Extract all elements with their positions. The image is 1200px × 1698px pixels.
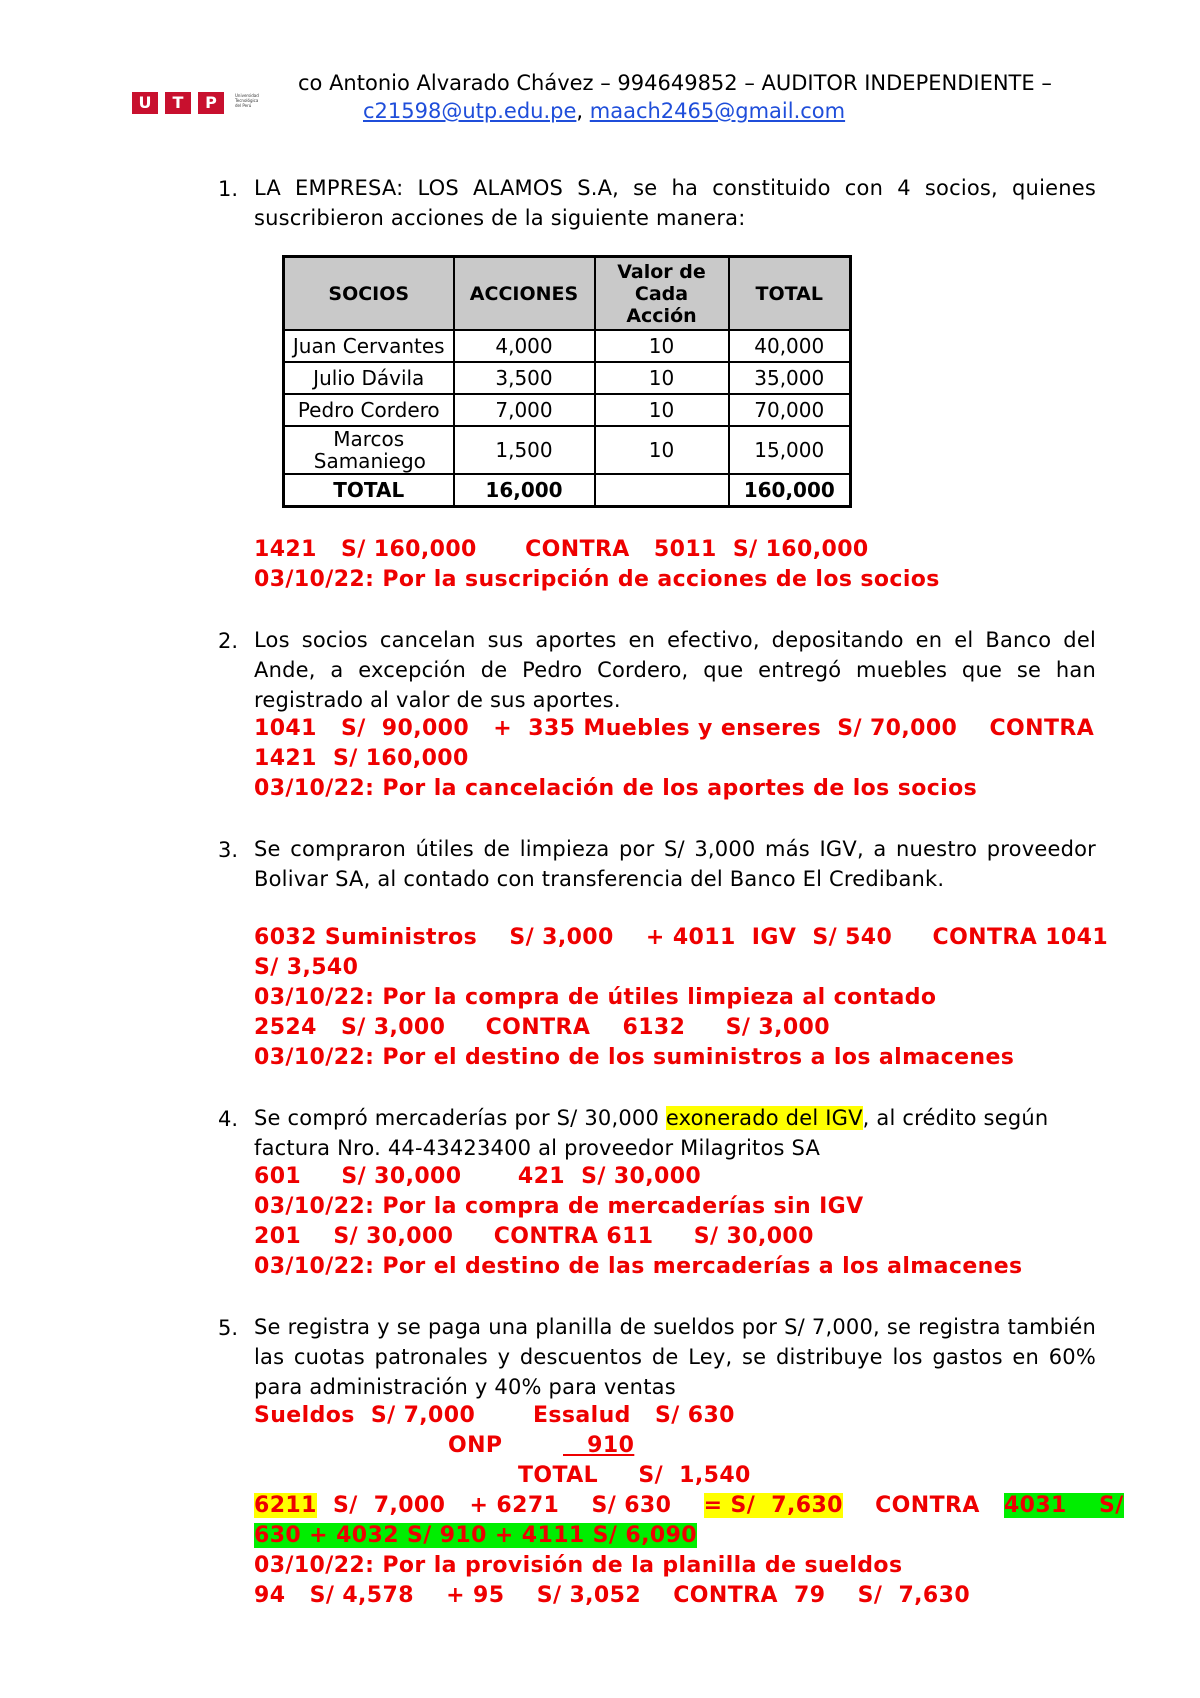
item-5-entry-cont [254, 1523, 697, 1548]
table-total-total: 160,000 [729, 474, 851, 507]
item-5-onp-label: ONP [448, 1433, 503, 1458]
item-2-text: Los socios cancelan sus aportes en efectivo, depositando en el Banco del Ande, a excepción de Pedro Cordero, que entregó muebles que se han registrado al valor de sus aportes. [254, 628, 1096, 712]
item-5-essalud: Essalud S/ 630 [533, 1403, 735, 1428]
item-1-text-line2: suscribieron acciones de la siguiente manera: [254, 206, 746, 230]
item-4-entry-2-gloss: 03/10/22: Por el destino de las mercaderías a los almacenes [254, 1254, 1023, 1279]
item-3-text: Se compraron útiles de limpieza por S/ 3,000 más IGV, a nuestro proveedor Bolivar SA, al contado con transferencia del Banco El Credibank. [254, 837, 1096, 891]
item-1-text [254, 173, 1096, 233]
header-author-line: co Antonio Alvarado Chávez – 994649852 – AUDITOR INDEPENDIENTE – [298, 71, 1052, 95]
item-4-entry-gloss: 03/10/22: Por la compra de mercaderías sin IGV [254, 1194, 864, 1219]
item-5-entry-hl-6211: 6211 [254, 1493, 317, 1518]
email-link-gmail[interactable]: maach2465@gmail.com [589, 99, 846, 123]
table-cell-total: 70,000 [729, 394, 851, 426]
table-cell-socio-text: Marcos Samaniego [313, 427, 426, 473]
table-total-row [284, 474, 851, 507]
item-3-number: 3. [218, 838, 239, 862]
table-header-total: TOTAL [729, 257, 851, 331]
table-header-valor-text: Valor de Cada Acción [617, 260, 706, 327]
item-2-entry: 1041 S/ 90,000 + 335 Muebles y enseres S/ 70,000 CONTRA [254, 716, 1095, 741]
item-5-sueldos: Sueldos S/ 7,000 [254, 1403, 476, 1428]
utp-logo-letter-t: T [165, 92, 191, 114]
table-row [284, 394, 851, 426]
table-cell-total: 15,000 [729, 426, 851, 474]
table-header-valor [595, 257, 729, 331]
item-5-entry [254, 1493, 1124, 1518]
table-cell-total: 40,000 [729, 330, 851, 362]
item-2-entry-gloss: 03/10/22: Por la cancelación de los aportes de los socios [254, 776, 978, 801]
email-separator: , [576, 99, 590, 123]
table-header-row [284, 257, 851, 331]
item-3-entry-2-gloss: 03/10/22: Por el destino de los suministros a los almacenes [254, 1045, 1015, 1070]
item-5-entry-gloss: 03/10/22: Por la provisión de la planilla de sueldos [254, 1553, 903, 1578]
table-row [284, 362, 851, 394]
item-5-entry-mid1: S/ 7,000 + 6271 S/ 630 [316, 1493, 704, 1518]
email-link-utp[interactable]: c21598@utp.edu.pe [363, 99, 577, 123]
table-cell-socio: Pedro Cordero [284, 394, 454, 426]
table-cell-socio: Julio Dávila [284, 362, 454, 394]
item-1-entry: 1421 S/ 160,000 CONTRA 5011 S/ 160,000 [254, 537, 869, 562]
item-5-entry-hl-4031: 4031 S/ [1003, 1493, 1124, 1518]
table-cell-acciones: 7,000 [454, 394, 595, 426]
item-1-number: 1. [218, 177, 239, 201]
item-4-text-highlight: exonerado del IGV [665, 1106, 863, 1130]
table-cell-total: 35,000 [729, 362, 851, 394]
item-5-entry-hl-total: = S/ 7,630 [703, 1493, 843, 1518]
item-4-text-before: Se compró mercaderías por S/ 30,000 [254, 1106, 666, 1130]
table-row [284, 330, 851, 362]
utp-logo-letter-u: U [132, 92, 158, 114]
item-5-onp-value: 910 [563, 1433, 635, 1458]
table-header-acciones: ACCIONES [454, 257, 595, 331]
item-5-entry-2: 94 S/ 4,578 + 95 S/ 3,052 CONTRA 79 S/ 7,630 [254, 1583, 971, 1608]
socios-table [282, 255, 852, 508]
table-total-acciones: 16,000 [454, 474, 595, 507]
item-2-number: 2. [218, 629, 239, 653]
table-header-socios: SOCIOS [284, 257, 454, 331]
item-4-entry: 601 S/ 30,000 421 S/ 30,000 [254, 1164, 702, 1189]
item-4-text-after: , al crédito según factura Nro. 44-43423400 al proveedor Milagritos SA [254, 1106, 1049, 1160]
item-4-text [254, 1103, 1096, 1163]
utp-logo-subtitle: Universidad Tecnológica del Perú [235, 93, 259, 108]
item-2-entry-cont: 1421 S/ 160,000 [254, 746, 469, 771]
table-total-label: TOTAL [284, 474, 454, 507]
item-4-entry-2: 201 S/ 30,000 CONTRA 611 S/ 30,000 [254, 1224, 814, 1249]
item-5-total: TOTAL S/ 1,540 [518, 1463, 751, 1488]
utp-logo-letter-p: P [198, 92, 224, 114]
table-cell-valor: 10 [595, 394, 729, 426]
item-5-entry-mid2: CONTRA [842, 1493, 1004, 1518]
item-5-entry-hl-cont: 630 + 4032 S/ 910 + 4111 S/ 6,090 [254, 1523, 697, 1548]
item-3-entry-cont: S/ 3,540 [254, 955, 359, 980]
table-cell-valor: 10 [595, 330, 729, 362]
table-cell-valor: 10 [595, 362, 729, 394]
header-emails [363, 99, 845, 123]
item-3-entry-gloss: 03/10/22: Por la compra de útiles limpieza al contado [254, 985, 937, 1010]
table-cell-socio: Juan Cervantes [284, 330, 454, 362]
item-3-entry: 6032 Suministros S/ 3,000 + 4011 IGV S/ 540 CONTRA 1041 [254, 925, 1109, 950]
table-cell-acciones: 4,000 [454, 330, 595, 362]
table-cell-socio [284, 426, 454, 474]
utp-logo [132, 92, 257, 116]
item-1-entry-gloss: 03/10/22: Por la suscripción de acciones de los socios [254, 567, 940, 592]
table-total-valor [595, 474, 729, 507]
table-row [284, 426, 851, 474]
table-cell-acciones: 3,500 [454, 362, 595, 394]
table-cell-acciones: 1,500 [454, 426, 595, 474]
table-cell-valor: 10 [595, 426, 729, 474]
item-1-text-line1: LA EMPRESA: LOS ALAMOS S.A, se ha constituido con 4 socios, quienes [254, 176, 1096, 200]
item-4-number: 4. [218, 1107, 239, 1131]
item-5-number: 5. [218, 1316, 239, 1340]
item-3-entry-2: 2524 S/ 3,000 CONTRA 6132 S/ 3,000 [254, 1015, 830, 1040]
item-5-text: Se registra y se paga una planilla de sueldos por S/ 7,000, se registra también las cuotas patronales y descuentos de Ley, se distribuye los gastos en 60% para administración y 40% para ventas [254, 1315, 1096, 1399]
